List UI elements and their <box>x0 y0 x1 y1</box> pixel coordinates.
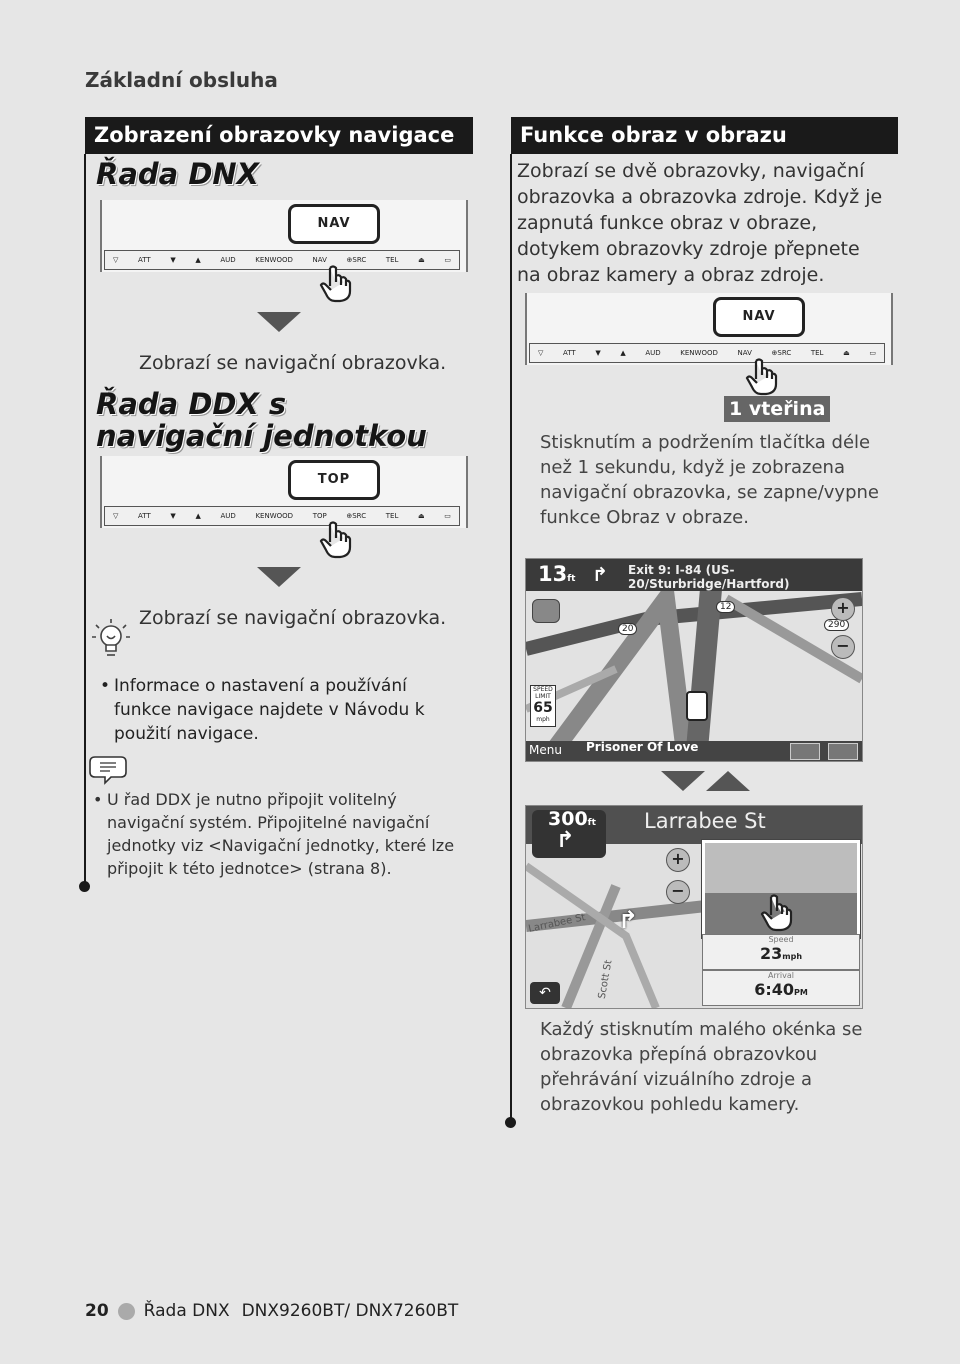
info-note: • Informace o nastavení a používání funkce navigace najdete v Návodu k použití navigace. <box>100 674 450 746</box>
panel-label: NAV <box>737 349 752 357</box>
nav-hardware-button[interactable]: NAV <box>288 204 380 244</box>
panel-label: ▲ <box>620 349 626 357</box>
pip-distance-value: 300 <box>548 808 588 830</box>
left-column-rule-end <box>79 881 90 892</box>
arrival-panel <box>702 970 860 1006</box>
left-column-rule <box>84 154 86 886</box>
panel-label: ATT <box>138 256 151 264</box>
panel-label: ▲ <box>195 256 201 264</box>
lightbulb-icon <box>90 617 132 663</box>
pip-toggle-text: Každý stisknutím malého okénka se obrazovka přepíná obrazovkou přehrávání vizuálního zdroje a obrazovkou pohledu kamery. <box>540 1019 863 1115</box>
arrival-unit: PM <box>793 988 808 997</box>
panel-label: ▼ <box>170 512 176 520</box>
nav-hardware-button[interactable]: NAV <box>713 297 805 337</box>
panel-label: AUD <box>220 256 236 264</box>
panel-label: KENWOOD <box>680 349 718 357</box>
panel-label: ATT <box>138 512 151 520</box>
panel-label: TEL <box>385 512 399 520</box>
footer-models: DNX9260BT/ DNX7260BT <box>241 1301 459 1321</box>
panel-label: ▽ <box>538 349 544 357</box>
result-caption-ddx: Zobrazí se navigační obrazovka. <box>139 607 447 629</box>
panel-button-bar <box>104 250 460 270</box>
pip-intro-text: Zobrazí se dvě obrazovky, navigační obrazovka a obrazovka zdroje. Když je zapnutá funkce obraz v obraze, dotykem obrazovky zdroje přepnete na obraz kamery a obraz zdroje. <box>517 160 883 286</box>
right-column-rule <box>510 154 512 1120</box>
pointing-hand-icon <box>759 893 799 933</box>
sky-area <box>705 843 857 893</box>
panel-button-bar <box>104 506 460 526</box>
map-street-label: Scott St <box>596 959 615 1000</box>
pip-screen[interactable] <box>525 805 863 1009</box>
page-footer <box>85 1301 458 1321</box>
dnx-front-panel <box>100 200 468 272</box>
zoom-in-button[interactable]: + <box>831 597 855 621</box>
panel-button-bar <box>529 343 885 363</box>
pip-distance <box>548 808 596 830</box>
panel-label: ▲ <box>195 512 201 520</box>
ddx-note-text: U řad DDX je nutno připojit volitelný navigační systém. Připojitelné navigační jednotky viz <Navigační jednotky, které lze připojit k této jednotce> (strana 8). <box>107 790 455 878</box>
hold-duration-badge: 1 vteřina <box>724 396 830 422</box>
result-caption-dnx: Zobrazí se navigační obrazovka. <box>139 352 447 374</box>
panel-label: AUD <box>645 349 661 357</box>
nav-distance-unit: ft <box>567 574 576 584</box>
panel-label: NAV <box>312 256 327 264</box>
panel-label: ⊕SRC <box>346 256 367 264</box>
note-speech-icon <box>89 752 129 786</box>
pip-front-panel <box>525 293 893 365</box>
speed-unit: mph <box>782 952 803 961</box>
series-dnx-heading: Řada DNX <box>96 157 260 191</box>
camera-pip-window[interactable] <box>702 840 860 938</box>
arrival-label: Arrival <box>768 971 794 980</box>
road-shield-290: 290 <box>824 619 849 631</box>
series-ddx-heading: Řada DDX s navigační jednotkou <box>96 387 427 453</box>
panel-label: ⏏ <box>418 256 425 264</box>
speed-label: Speed <box>768 935 794 944</box>
panel-label: ▽ <box>113 256 119 264</box>
vehicle-menu-icon[interactable] <box>532 599 560 623</box>
pointing-hand-icon <box>318 520 358 560</box>
road-shield-12: 12 <box>716 601 735 613</box>
right-column-rule-end <box>505 1117 516 1128</box>
speed-limit-value: 65 <box>533 700 553 716</box>
zoom-out-button[interactable]: − <box>831 635 855 659</box>
down-arrow-icon <box>257 312 301 332</box>
panel-label: TEL <box>810 349 824 357</box>
panel-label: TOP <box>312 512 327 520</box>
back-button[interactable]: ↶ <box>530 982 560 1004</box>
pointing-hand-icon <box>318 264 358 304</box>
zoom-in-button[interactable]: + <box>666 848 690 872</box>
nav-distance-value: 13 <box>538 562 568 586</box>
up-arrow-icon <box>706 771 750 791</box>
now-playing-song[interactable]: Prisoner Of Love <box>586 740 699 754</box>
footer-circle-icon <box>118 1303 135 1320</box>
left-section-header: Zobrazení obrazovky navigace <box>85 117 473 154</box>
media-control-icon[interactable] <box>790 743 820 760</box>
speed-limit-unit: mph <box>536 716 550 723</box>
right-section-header: Funkce obraz v obrazu <box>511 117 898 154</box>
down-arrow-icon <box>661 771 705 791</box>
route-arrow-icon: ↱ <box>618 906 639 934</box>
footer-series: Řada DNX <box>143 1301 230 1321</box>
panel-label: ⊕SRC <box>771 349 792 357</box>
turn-right-arrow-icon: ↱ <box>556 828 575 853</box>
pointing-hand-icon <box>744 357 784 397</box>
speed-value: 23 <box>759 944 783 963</box>
ddx-note: • U řad DDX je nutno připojit volitelný navigační systém. Připojitelné navigační jednotky viz <Navigační jednotky, které lze připojit k této jednotce> (strana 8). <box>93 788 463 880</box>
info-note-text: Informace o nastavení a používání funkce navigace najdete v Návodu k použití navigace. <box>114 676 425 744</box>
panel-label: ▽ <box>113 512 119 520</box>
speed-limit-sign <box>530 685 556 727</box>
nav-distance <box>538 562 575 586</box>
section-label: Základní obsluha <box>85 68 278 92</box>
navigation-screen[interactable] <box>525 558 863 762</box>
panel-label: KENWOOD <box>255 256 293 264</box>
top-hardware-button[interactable]: TOP <box>288 460 380 500</box>
source-icon[interactable] <box>828 743 858 760</box>
vehicle-position-icon <box>686 691 708 721</box>
press-hold-text: Stisknutím a podržením tlačítka déle než 1 sekundu, když je zobrazena navigační obrazovka, se zapne/vypne funkce Obraz v obraze. <box>540 432 879 528</box>
panel-label: ⊕SRC <box>346 512 367 520</box>
panel-label: TEL <box>385 256 399 264</box>
speed-limit-label: SPEED LIMIT <box>533 686 553 700</box>
speed-panel <box>702 934 860 970</box>
down-arrow-icon <box>257 567 301 587</box>
page-number: 20 <box>85 1301 109 1321</box>
panel-label: ▭ <box>869 349 876 357</box>
ddx-front-panel <box>100 456 468 528</box>
map-street-label: Larrabee St <box>527 912 587 935</box>
panel-label: ⏏ <box>843 349 850 357</box>
zoom-out-button[interactable]: − <box>666 880 690 904</box>
panel-label: ▭ <box>444 256 451 264</box>
pip-distance-unit: ft <box>587 818 596 828</box>
arrival-value: 6:40 <box>754 980 794 999</box>
panel-label: AUD <box>220 512 236 520</box>
pip-street-name: Larrabee St <box>644 809 766 833</box>
road-shield-20: 20 <box>618 623 637 635</box>
panel-label: KENWOOD <box>255 512 294 520</box>
panel-label: ATT <box>563 349 576 357</box>
panel-label: ▼ <box>595 349 601 357</box>
panel-label: ⏏ <box>418 512 425 520</box>
panel-label: ▭ <box>444 512 451 520</box>
panel-label: ▼ <box>170 256 176 264</box>
turn-right-arrow-icon: ↱ <box>592 564 608 586</box>
nav-exit-label: Exit 9: I-84 (US-20/Sturbridge/Hartford) <box>628 563 790 591</box>
menu-button[interactable]: Menu <box>529 743 562 757</box>
